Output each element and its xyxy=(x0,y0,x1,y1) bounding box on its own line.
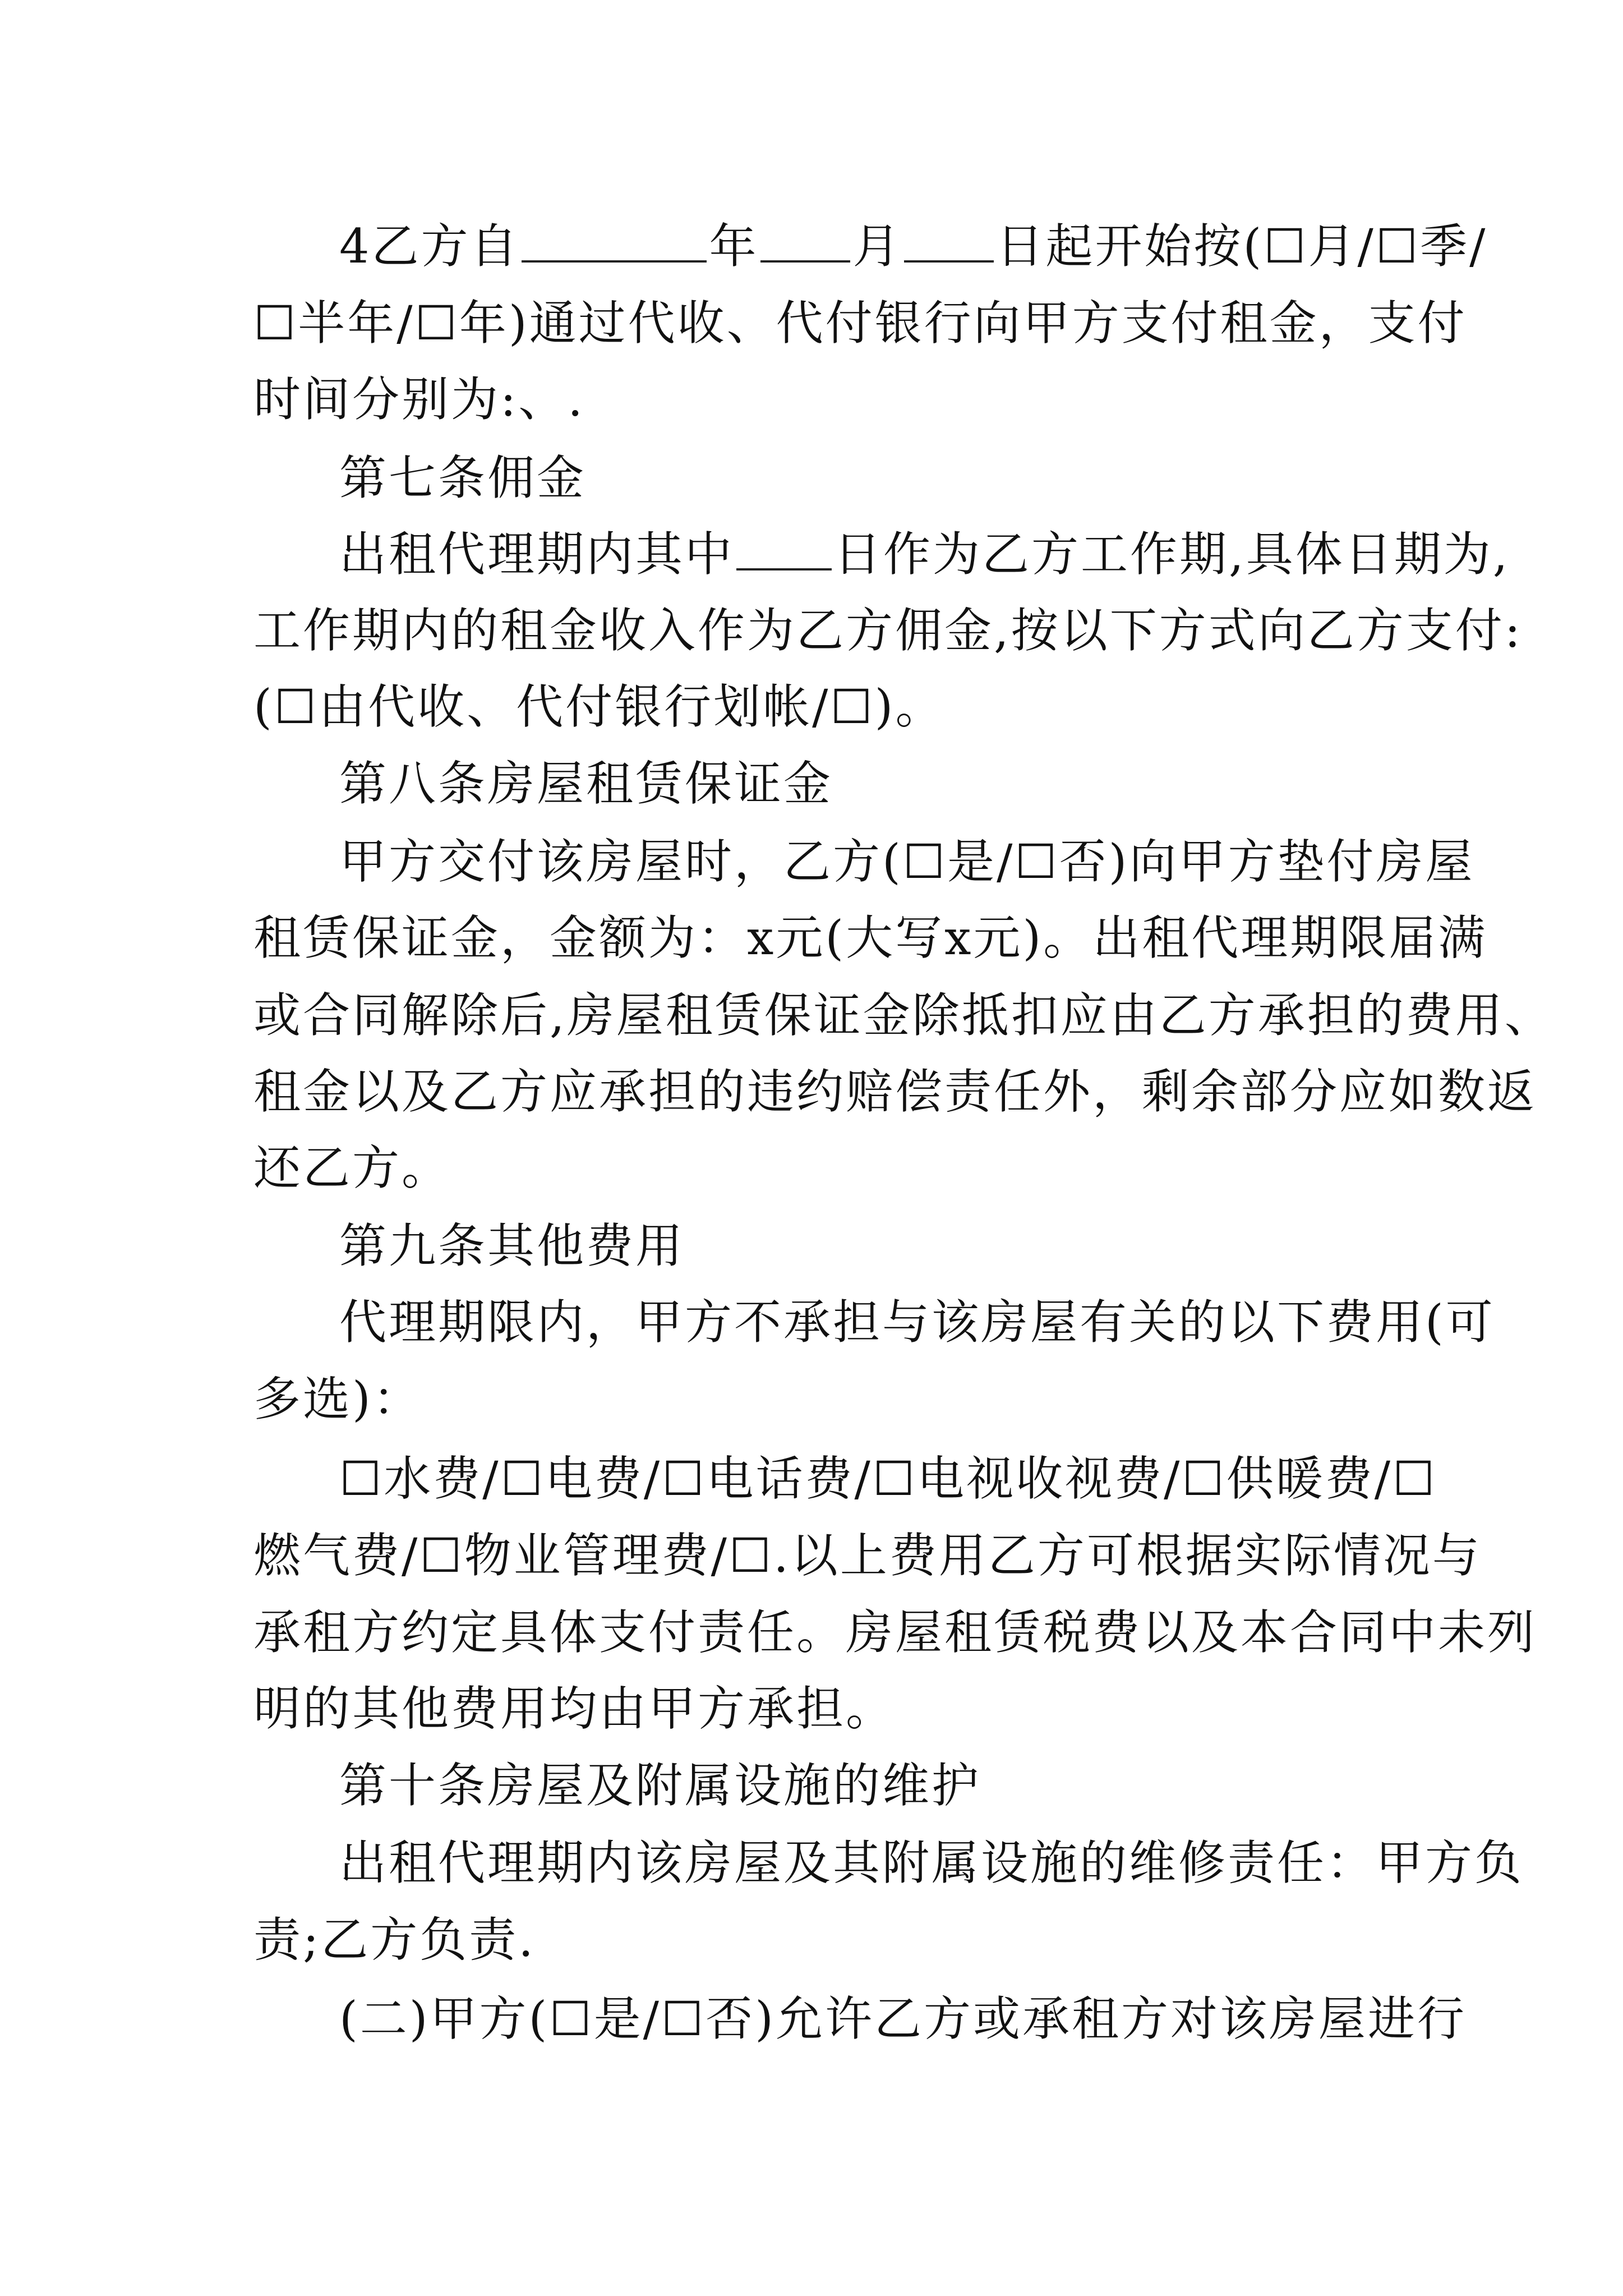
blank-year-field xyxy=(522,220,707,263)
text-segment: 年 xyxy=(709,219,759,274)
paragraph-clause-2-line-1: (二)甲方(☐是/☐否)允许乙方或承租方对该房屋进行 xyxy=(339,1991,1467,2046)
paragraph-maintenance-line-2: 责;乙方负责. xyxy=(253,1912,536,1967)
article-9-heading: 第九条其他费用 xyxy=(339,1218,685,1273)
text-segment: 4乙方自 xyxy=(339,219,520,274)
blank-day-field xyxy=(904,220,994,263)
paragraph-commission-line-3: (☐由代收、代付银行划帐/☐)。 xyxy=(253,679,945,734)
paragraph-deposit-line-5: 还乙方。 xyxy=(253,1140,451,1195)
paragraph-rent-payment-line-2: ☐半年/☐年)通过代收、代付银行向甲方支付租金，支付 xyxy=(253,296,1467,351)
paragraph-deposit-line-2: 租赁保证金，金额为：x元(大写x元)。出租代理期限届满 xyxy=(253,910,1488,965)
paragraph-other-fees-line-1: 代理期限内，甲方不承担与该房屋有关的以下费用(可 xyxy=(339,1295,1495,1350)
paragraph-commission-line-1 xyxy=(339,515,1510,593)
text-segment: 日作为乙方工作期,具体日期为, xyxy=(834,527,1510,582)
article-10-heading: 第十条房屋及附属设施的维护 xyxy=(339,1758,981,1813)
text-segment: 出租代理期内其中 xyxy=(339,527,735,582)
paragraph-fee-options-line-4: 明的其他费用均由甲方承担。 xyxy=(253,1681,896,1736)
paragraph-deposit-line-3: 或合同解除后,房屋租赁保证金除抵扣应由乙方承担的费用、 xyxy=(253,988,1554,1043)
article-7-heading: 第七条佣金 xyxy=(339,450,587,505)
blank-month-field xyxy=(760,220,850,263)
paragraph-rent-payment-line-3: 时间分别为:、. xyxy=(253,372,585,427)
paragraph-fee-options-line-2: 燃气费/☐物业管理费/☐.以上费用乙方可根据实际情况与 xyxy=(253,1528,1482,1583)
paragraph-fee-options-line-1: ☐水费/☐电费/☐电话费/☐电视收视费/☐供暖费/☐ xyxy=(339,1451,1437,1506)
text-segment: 月 xyxy=(852,219,902,274)
text-segment: 日起开始按(☐月/☐季/ xyxy=(996,219,1488,274)
article-8-heading: 第八条房屋租赁保证金 xyxy=(339,756,833,811)
paragraph-commission-line-2: 工作期内的租金收入作为乙方佣金,按以下方式向乙方支付: xyxy=(253,603,1523,658)
paragraph-fee-options-line-3: 承租方约定具体支付责任。房屋租赁税费以及本合同中未列 xyxy=(253,1605,1537,1660)
paragraph-deposit-line-4: 租金以及乙方应承担的违约赔偿责任外，剩余部分应如数返 xyxy=(253,1064,1537,1119)
paragraph-deposit-line-1: 甲方交付该房屋时，乙方(☐是/☐否)向甲方垫付房屋 xyxy=(339,834,1475,889)
paragraph-rent-payment-line-1 xyxy=(339,207,1488,286)
paragraph-maintenance-line-1: 出租代理期内该房屋及其附属设施的维修责任：甲方负 xyxy=(339,1835,1524,1890)
blank-days-field xyxy=(736,528,832,570)
paragraph-other-fees-line-2: 多选)： xyxy=(253,1372,422,1427)
